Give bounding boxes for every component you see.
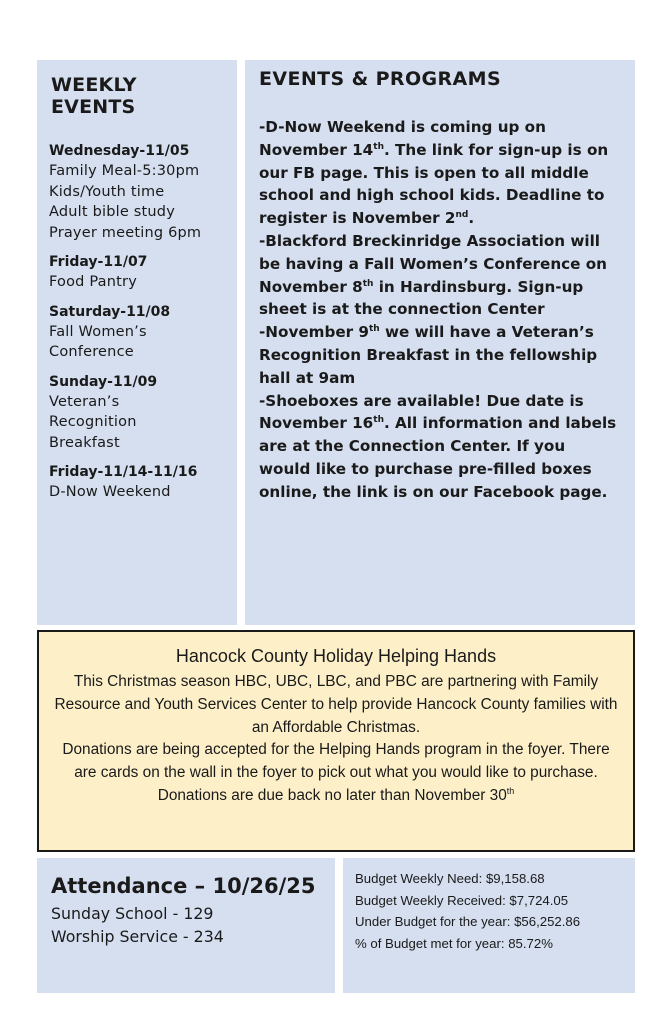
event-text: -D-Now Weekend is coming up on November 14 xyxy=(259,118,546,159)
day-line: Prayer meeting 6pm xyxy=(49,224,202,241)
event-item-womens-conference xyxy=(259,230,621,321)
day-line: Conference xyxy=(49,344,134,360)
day-block xyxy=(49,463,225,503)
event-superscript: th xyxy=(362,278,374,289)
events-programs-title: EVENTS & PROGRAMS xyxy=(259,68,502,90)
helping-hands-box xyxy=(37,630,635,852)
event-item-shoeboxes xyxy=(259,390,621,504)
weekly-events-panel xyxy=(37,60,237,625)
budget-line: Under Budget for the year: $56,252.86 xyxy=(355,914,581,929)
day-line: Kids/Youth time xyxy=(49,183,165,200)
day-line: Breakfast xyxy=(49,434,120,451)
attendance-panel xyxy=(37,858,335,993)
event-text: . xyxy=(468,209,475,228)
helping-hands-superscript: th xyxy=(506,785,515,796)
day-line: Veteran’s xyxy=(49,393,120,410)
day-label: Wednesday-11/05 xyxy=(49,143,190,159)
budget-line: % of Budget met for year: 85.72% xyxy=(355,935,553,951)
event-superscript: th xyxy=(373,141,384,152)
day-label: Friday-11/14-11/16 xyxy=(49,464,198,480)
day-block xyxy=(49,253,225,293)
day-label: Sunday-11/09 xyxy=(49,373,158,390)
helping-hands-paragraph: This Christmas season HBC, UBC, LBC, and PBC are partnering with Family Resource and Youth Services Center to help provide Hancock County families with an Affordable Christmas. xyxy=(54,673,618,736)
day-line: Food Pantry xyxy=(49,274,137,290)
helping-hands-text: Donations are being accepted for the Helping Hands program in the foyer. There are cards on the wall in the foyer to pick out what you would like to purchase. Donations are due back no later than November 30 xyxy=(62,741,610,804)
day-block xyxy=(49,142,225,243)
events-programs-panel xyxy=(245,60,635,625)
day-block xyxy=(49,303,225,363)
event-text: -Shoeboxes are available! Due date is November 16 xyxy=(259,391,584,433)
day-line: Family Meal-5:30pm xyxy=(49,163,200,179)
day-label: Friday-11/07 xyxy=(49,254,148,270)
helping-hands-title: Hancock County Holiday Helping Hands xyxy=(175,646,497,666)
day-block xyxy=(49,373,225,454)
attendance-line: Sunday School - 129 xyxy=(51,904,214,923)
event-superscript: th xyxy=(373,415,384,426)
event-text: . The link for sign-up is on our FB page. This is open to all middle school and high school kids. Deadline to register is November 2 xyxy=(259,140,609,228)
day-line: D-Now Weekend xyxy=(49,484,171,500)
event-item-dnow xyxy=(259,116,621,230)
event-text: . All information and labels are at the Connection Center. If you would like to purchase pre-filled boxes online, the link is on our Facebook page. xyxy=(259,414,617,501)
day-line: Recognition xyxy=(49,414,137,430)
event-text: -November 9 xyxy=(259,323,369,342)
day-line: Fall Women’s xyxy=(49,323,147,340)
event-text: -Blackford Breckinridge Association will be having a Fall Women’s Conference on November 8 xyxy=(259,231,607,296)
budget-line: Budget Weekly Received: $7,724.05 xyxy=(355,892,569,908)
day-label: Saturday-11/08 xyxy=(49,303,171,320)
event-superscript: nd xyxy=(455,210,469,221)
event-superscript: th xyxy=(369,324,380,335)
weekly-events-title: WEEKLY EVENTS xyxy=(51,74,137,118)
attendance-title: Attendance – 10/26/25 xyxy=(51,874,316,898)
attendance-line: Worship Service - 234 xyxy=(51,927,224,946)
budget-panel xyxy=(343,858,635,993)
day-line: Adult bible study xyxy=(49,204,175,220)
budget-line: Budget Weekly Need: $9,158.68 xyxy=(355,871,545,886)
helping-hands-paragraph xyxy=(53,739,619,807)
event-text: we will have a Veteran’s Recognition Breakfast in the fellowship hall at 9am xyxy=(259,323,598,387)
event-item-veterans-breakfast xyxy=(259,321,621,389)
event-text: in Hardinsburg. Sign-up sheet is at the connection Center xyxy=(259,277,584,319)
